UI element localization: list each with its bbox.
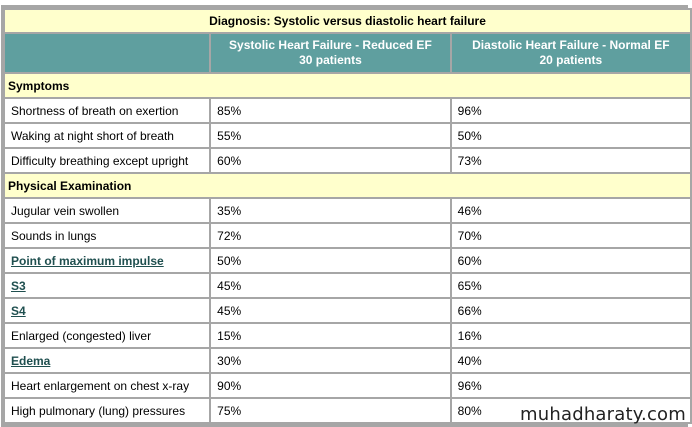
finding-cell: [5, 149, 209, 172]
section-label: Symptoms: [5, 74, 690, 97]
finding-cell: [5, 374, 209, 397]
table-header-row: [5, 34, 690, 72]
finding-link[interactable]: S3: [11, 278, 26, 293]
diastolic-value: 66%: [452, 299, 690, 322]
finding-label: High pulmonary (lung) pressures: [11, 403, 186, 418]
finding-link[interactable]: S4: [11, 303, 26, 318]
finding-cell: [5, 249, 209, 272]
table-row: [5, 299, 690, 322]
diastolic-value: 70%: [452, 224, 690, 247]
systolic-value: 72%: [211, 224, 450, 247]
header-diastolic-count: 20 patients: [539, 53, 603, 67]
table-title: Diagnosis: Systolic versus diastolic heart failure: [5, 10, 690, 32]
header-diastolic: [452, 34, 690, 72]
diastolic-value: 96%: [452, 99, 690, 122]
finding-label: Shortness of breath on exertion: [11, 103, 179, 118]
table-row: [5, 349, 690, 372]
finding-link[interactable]: Point of maximum impulse: [11, 253, 164, 268]
finding-label: Difficulty breathing except upright: [11, 153, 189, 168]
finding-label: Waking at night short of breath: [11, 128, 174, 143]
systolic-value: 75%: [211, 399, 450, 422]
finding-cell: [5, 349, 209, 372]
finding-cell: [5, 99, 209, 122]
table-row: [5, 324, 690, 347]
finding-cell: [5, 224, 209, 247]
finding-cell: [5, 299, 209, 322]
table-row: [5, 274, 690, 297]
finding-cell: [5, 399, 209, 422]
diagnosis-table: [3, 8, 692, 424]
header-systolic: [211, 34, 450, 72]
finding-link[interactable]: Edema: [11, 353, 51, 368]
diastolic-value: 16%: [452, 324, 690, 347]
header-systolic-title: Systolic Heart Failure - Reduced EF: [229, 38, 432, 52]
systolic-value: 45%: [211, 299, 450, 322]
finding-cell: [5, 324, 209, 347]
finding-label: Heart enlargement on chest x-ray: [11, 378, 190, 393]
diastolic-value: 60%: [452, 249, 690, 272]
section-row: [5, 174, 690, 197]
table-row: [5, 249, 690, 272]
diastolic-value: 46%: [452, 199, 690, 222]
diastolic-value: 65%: [452, 274, 690, 297]
header-diastolic-title: Diastolic Heart Failure - Normal EF: [472, 38, 670, 52]
finding-cell: [5, 199, 209, 222]
diastolic-value: 96%: [452, 374, 690, 397]
table-row: [5, 124, 690, 147]
diastolic-value: 50%: [452, 124, 690, 147]
systolic-value: 35%: [211, 199, 450, 222]
systolic-value: 85%: [211, 99, 450, 122]
table-row: [5, 374, 690, 397]
systolic-value: 50%: [211, 249, 450, 272]
finding-cell: [5, 124, 209, 147]
finding-label: Jugular vein swollen: [11, 203, 120, 218]
finding-label: Sounds in lungs: [11, 228, 97, 243]
section-label: Physical Examination: [5, 174, 690, 197]
finding-label: Enlarged (congested) liver: [11, 328, 152, 343]
table-row: [5, 224, 690, 247]
diastolic-value: 80%: [452, 399, 690, 422]
header-systolic-count: 30 patients: [299, 53, 362, 67]
table-row: [5, 199, 690, 222]
finding-cell: [5, 274, 209, 297]
systolic-value: 15%: [211, 324, 450, 347]
systolic-value: 30%: [211, 349, 450, 372]
header-blank: [5, 34, 209, 72]
table-row: [5, 99, 690, 122]
watermark: muhadharaty.com: [520, 404, 686, 425]
table-row: [5, 149, 690, 172]
diastolic-value: 40%: [452, 349, 690, 372]
systolic-value: 60%: [211, 149, 450, 172]
systolic-value: 55%: [211, 124, 450, 147]
systolic-value: 45%: [211, 274, 450, 297]
diastolic-value: 73%: [452, 149, 690, 172]
table-title-row: [5, 10, 690, 32]
systolic-value: 90%: [211, 374, 450, 397]
section-row: [5, 74, 690, 97]
